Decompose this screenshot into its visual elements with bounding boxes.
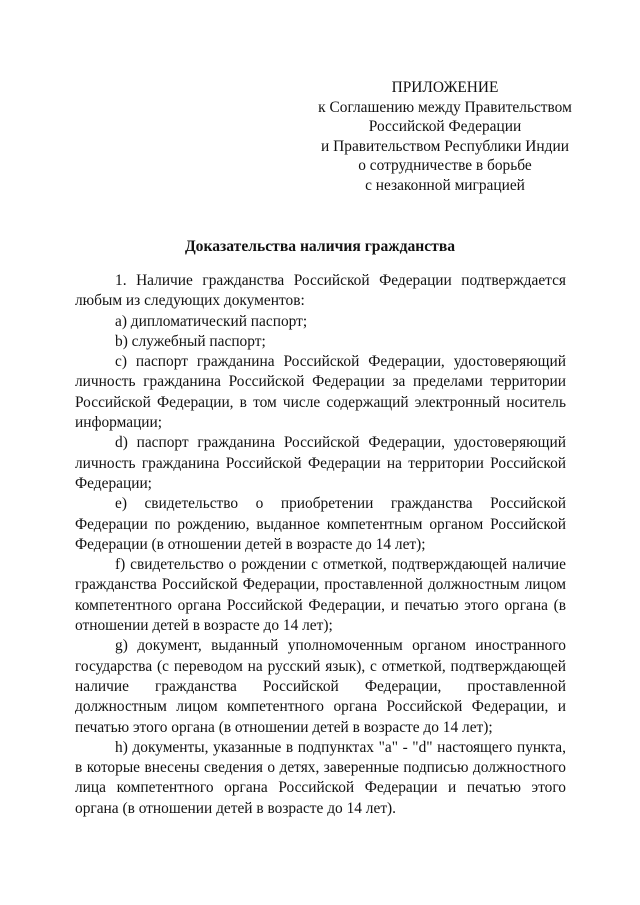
list-item-a: a) дипломатический паспорт;: [115, 312, 308, 330]
list-item-c: c) паспорт гражданина Российской Федерации, удостоверяющий личность гражданина Российской Федерации за пределами территории Российской Федерации, в том числе содержащий электронный носитель информации;: [75, 353, 566, 432]
list-item-h: h) документы, указанные в подпунктах "a" - "d" настоящего пункта, в которые внесены сведения о детях, заверенные подписью должностного лица компетентного органа Российской Федерации и печатью этого органа (в отношении детей в возрасте до 14 лет).: [75, 738, 566, 817]
paragraph-intro: 1. Наличие гражданства Российской Федерации подтверждается любым из следующих документов:: [75, 272, 566, 310]
appendix-subtitle-line: и Правительством Республики Индии: [321, 137, 569, 155]
appendix-subtitle-line: о сотрудничестве в борьбе: [358, 157, 532, 175]
document-body: [75, 271, 566, 819]
document-title: Доказательства наличия гражданства: [184, 238, 456, 255]
appendix-label: ПРИЛОЖЕНИЕ: [391, 79, 499, 96]
list-item-g: g) документ, выданный уполномоченным органом иностранного государства (с переводом на русский язык), с отметкой, подтверждающей наличие гражданства Российской Федерации, проставленной должностным лицом компетентного органа Российской Федерации, и печатью этого органа (в отношении детей в возрасте до 14 лет);: [75, 637, 566, 736]
list-item-f: f) свидетельство о рождении с отметкой, подтверждающей наличие гражданства Российской Федерации, проставленной должностным лицом компетентного органа Российской Федерации, и печатью этого органа (в отношении детей в возрасте до 14 лет);: [75, 556, 566, 635]
appendix-header: [300, 78, 590, 196]
appendix-subtitle-line: Российской Федерации: [368, 118, 522, 136]
appendix-subtitle-line: к Соглашению между Правительством: [318, 98, 572, 116]
appendix-subtitle-line: с незаконной миграцией: [365, 176, 525, 194]
list-item-d: d) паспорт гражданина Российской Федерации, удостоверяющий личность гражданина Российской Федерации на территории Российской Федерации;: [75, 434, 566, 492]
list-item-b: b) служебный паспорт;: [115, 332, 266, 350]
list-item-e: e) свидетельство о приобретении гражданства Российской Федерации по рождению, выданное компетентным органом Российской Федерации (в отношении детей в возрасте до 14 лет);: [75, 495, 566, 553]
